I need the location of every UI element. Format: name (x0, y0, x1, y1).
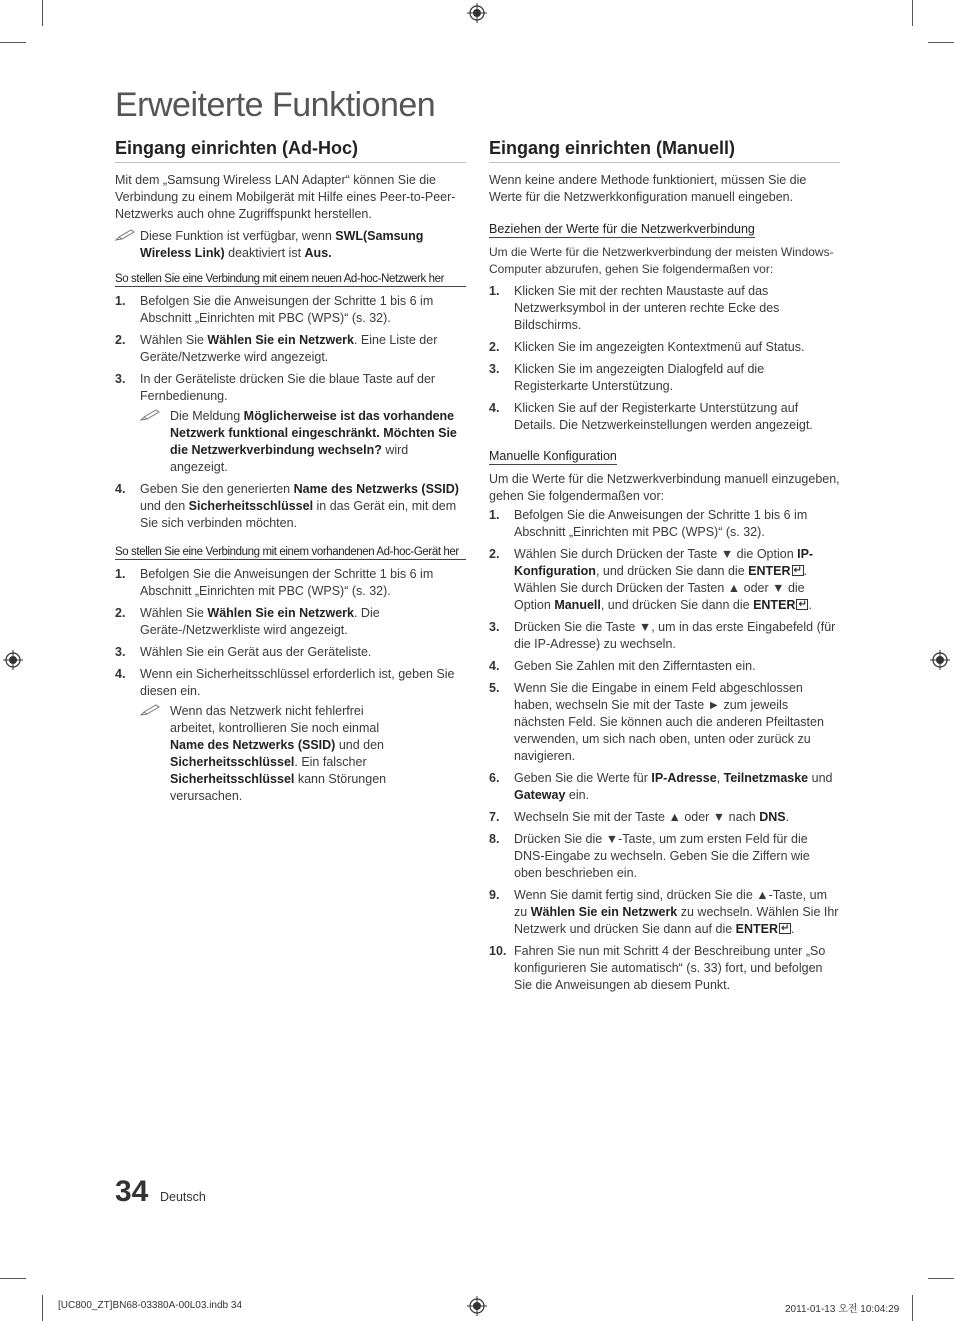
list-item: 2. Klicken Sie im angezeigten Kontextmenü auf Status. (489, 340, 805, 354)
crop-mark (42, 1295, 43, 1321)
list-item: 3. Drücken Sie die Taste ▼, um in das erste Eingabefeld (für die IP-Adresse) zu wechseln. (489, 620, 836, 651)
crop-mark (0, 42, 26, 43)
list-item: 4. Klicken Sie auf der Registerkarte Unterstützung auf Details. Die Netzwerkeinstellungen werden angezeigt. (489, 401, 813, 432)
crop-mark (42, 0, 43, 26)
list-item: 4. Geben Sie den generierten Name des Netzwerks (SSID) und den Sicherheitsschlüssel in das Gerät ein, mit dem Sie sich verbinden möchten. (115, 482, 459, 530)
sub-heading-manual-config: Manuelle Konfiguration (489, 449, 617, 463)
registration-mark-icon (930, 650, 950, 670)
crop-mark (928, 1278, 954, 1279)
pencil-note-icon (140, 704, 160, 716)
list-item: 1. Befolgen Sie die Anweisungen der Schritte 1 bis 6 im Abschnitt „Einrichten mit PBC (WPS)“ (s. 32). (115, 567, 434, 598)
list-item: 3. Wählen Sie ein Gerät aus der Geräteliste. (115, 645, 372, 659)
right-column (489, 138, 840, 999)
list-item: 1. Befolgen Sie die Anweisungen der Schritte 1 bis 6 im Abschnitt „Einrichten mit PBC (WPS)“ (s. 32). (489, 508, 808, 539)
manual-intro: Wenn keine andere Methode funktioniert, müssen Sie die Werte für die Netzwerkkonfiguration manuell eingeben. (489, 173, 807, 204)
steps-existing-adhoc (115, 566, 466, 805)
obtain-values-intro: Um die Werte für die Netzwerkverbindung der meisten Windows-Computer abzurufen, gehen Sie folgendermaßen vor: (489, 245, 834, 276)
list-item: 8. Drücken Sie die ▼-Taste, um zum ersten Feld für die DNS-Eingabe zu wechseln. Geben Sie die Ziffern wie oben beschrieben ein. (489, 832, 810, 880)
crop-mark (912, 0, 913, 26)
sub-heading-existing-adhoc: So stellen Sie eine Verbindung mit einem vorhandenen Ad-hoc-Gerät her (115, 546, 466, 560)
manual-config-intro: Um die Werte für die Netzwerkverbindung manuell einzugeben, gehen Sie folgendermaßen vor: (489, 472, 840, 503)
sub-heading-new-adhoc: So stellen Sie eine Verbindung mit einem neuen Ad-hoc-Netzwerk her (115, 273, 466, 287)
section-heading-manual: Eingang einrichten (Manuell) (489, 138, 840, 163)
list-item: 2. Wählen Sie Wählen Sie ein Netzwerk. Die Geräte-/Netzwerkliste wird angezeigt. (115, 606, 380, 637)
enter-key-icon (792, 565, 804, 576)
list-item: 3. In der Geräteliste drücken Sie die blaue Taste auf der Fernbedienung. Die Meldung Möglicherweise ist das vorhandene Netzwerk funktional eingeschränkt. Möchten Sie die Netzwerkverbindung wechseln? wird angezeigt. (115, 371, 466, 476)
steps-manual-config (489, 507, 840, 994)
page-title: Erweiterte Funktionen (115, 86, 436, 124)
crop-mark (928, 42, 954, 43)
enter-key-icon (796, 599, 808, 610)
note: Die Meldung Möglicherweise ist das vorhandene Netzwerk funktional eingeschränkt. Möchten Sie die Netzwerkverbindung wechseln? wird angezeigt. (140, 408, 466, 476)
list-item: 9. Wenn Sie damit fertig sind, drücken Sie die ▲-Taste, um zu Wählen Sie ein Netzwerk zu wechseln. Wählen Sie Ihr Netzwerk und drücken Sie dann auf die ENTER↵ . (489, 887, 840, 938)
sub-heading-obtain-values: Beziehen der Werte für die Netzwerkverbindung (489, 222, 755, 236)
section-heading-adhoc: Eingang einrichten (Ad-Hoc) (115, 138, 466, 163)
list-item: 2. Wählen Sie durch Drücken der Taste ▼ die Option IP-Konfiguration, und drücken Sie dann die ENTER↵ . Wählen Sie durch Drücken der Tasten ▲ oder ▼ die Option Manuell, und drücken Sie dann die ENTER↵ . (489, 546, 840, 614)
list-item: 4. Geben Sie Zahlen mit den Zifferntasten ein. (489, 659, 756, 673)
list-item: 3. Klicken Sie im angezeigten Dialogfeld auf die Registerkarte Unterstützung. (489, 362, 765, 393)
print-file-info: [UC800_ZT]BN68-03380A-00L03.indb 34 (58, 1300, 243, 1311)
crop-mark (0, 1278, 26, 1279)
note: Wenn das Netzwerk nicht fehlerfrei arbeitet, kontrollieren Sie noch einmal Name des Netzwerks (SSID) und den Sicherheitsschlüssel. Ein falscher Sicherheitsschlüssel kann Störungen verursachen. (140, 703, 466, 805)
adhoc-intro: Mit dem „Samsung Wireless LAN Adapter“ können Sie die Verbindung zu einem Mobilgerät mit Hilfe eines Peer-to-Peer-Netzwerks auch ohne Zugriffspunkt herstellen. (115, 173, 456, 221)
registration-mark-icon (3, 650, 23, 670)
registration-mark-icon (467, 3, 487, 23)
list-item: 1. Klicken Sie mit der rechten Maustaste auf das Netzwerksymbol in der unteren rechte Ecke des Bildschirms. (489, 284, 780, 332)
left-column (115, 138, 466, 810)
pencil-note-icon (115, 229, 135, 241)
list-item: 1. Befolgen Sie die Anweisungen der Schritte 1 bis 6 im Abschnitt „Einrichten mit PBC (WPS)“ (s. 32). (115, 294, 434, 325)
registration-mark-icon (467, 1296, 487, 1316)
print-timestamp: 2011-01-13 오전 10:04:29 (785, 1304, 900, 1315)
list-item: 10. Fahren Sie nun mit Schritt 4 der Beschreibung unter „So konfigurieren Sie automatisch“ (s. 33) fort, und befolgen Sie die Anweisungen ab diesem Punkt. (489, 944, 826, 992)
page-language: Deutsch (160, 1190, 206, 1204)
list-item: 5. Wenn Sie die Eingabe in einem Feld abgeschlossen haben, wechseln Sie mit der Taste ► zum jeweils nächsten Feld. Sie können auch die anderen Pfeiltasten verwenden, um sich nach oben, unten oder zurück zu navigieren. (489, 681, 824, 763)
pencil-note-icon (140, 409, 160, 421)
enter-key-icon (779, 923, 791, 934)
steps-new-adhoc (115, 293, 466, 532)
list-item: 6. Geben Sie die Werte für IP-Adresse, Teilnetzmaske und Gateway ein. (489, 771, 833, 802)
crop-mark (912, 1295, 913, 1321)
list-item: 4. Wenn ein Sicherheitsschlüssel erforderlich ist, geben Sie diesen ein. Wenn das Netzwerk nicht fehlerfrei arbeitet, kontrollieren Sie noch einmal Name des Netzwerks (SSID) und den Sicherheitsschlüssel. Ein falscher Sicherheitsschlüssel kann Störungen verursachen. (115, 666, 466, 805)
note: Diese Funktion ist verfügbar, wenn SWL(Samsung Wireless Link) deaktiviert ist Aus. (115, 228, 466, 262)
steps-obtain-values (489, 283, 840, 434)
list-item: 7. Wechseln Sie mit der Taste ▲ oder ▼ nach DNS. (489, 810, 790, 824)
page-number: 34 (115, 1175, 149, 1208)
list-item: 2. Wählen Sie Wählen Sie ein Netzwerk. Eine Liste der Geräte/Netzwerke wird angezeigt. (115, 333, 438, 364)
